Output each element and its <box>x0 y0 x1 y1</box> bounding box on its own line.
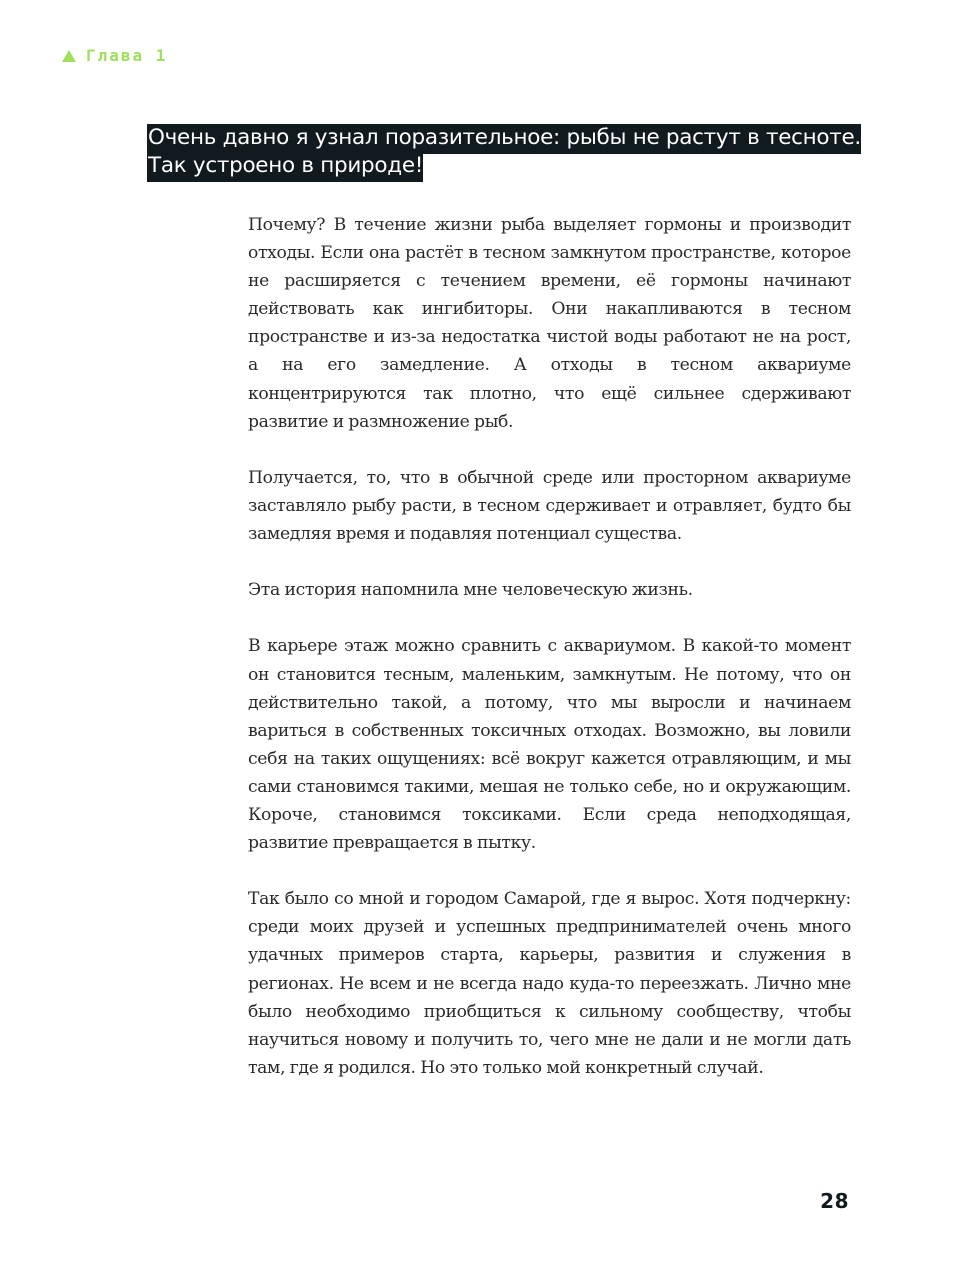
chapter-header <box>62 46 167 65</box>
lead-quote-text: Очень давно я узнал поразительное: рыбы не растут в тесноте. Так устроено в природе! <box>147 124 861 182</box>
paragraph: Так было со мной и городом Самарой, где я вырос. Хотя подчеркну: среди моих друзей и успешных предпринимателей очень много удачных примеров старта, карьеры, развития и служения в регионах. Не всем и не всегда надо куда-то переезжать. Лично мне было необходимо приобщиться к сильному сообществу, чтобы научиться новому и получить то, чего мне не дали и не могли дать там, где я родился. Но это только мой конкретный случай. <box>248 889 851 1078</box>
body-text <box>248 211 851 1110</box>
paragraph: Почему? В течение жизни рыба выделяет гормоны и производит отходы. Если она растёт в тесном замкнутом пространстве, которое не расширяется с течением времени, её гормоны начинают действовать как ингибиторы. Они накапливаются в тесном пространстве и из-за недостатка чистой воды работают не на рост, а на его замедление. А отходы в тесном аквариуме концентрируются так плотно, что ещё сильнее сдерживают развитие и размножение рыб. <box>248 215 851 432</box>
paragraph: В карьере этаж можно сравнить с аквариумом. В какой-то момент он становится тесным, маленьким, замкнутым. Не потому, что он действительно такой, а потому, что мы выросли и начинаем вариться в собственных токсичных отходах. Возможно, вы ловили себя на таких ощущениях: всё вокруг кажется отравляющим, и мы сами становимся такими, мешая не только себе, но и окружающим. Короче, становимся токсиками. Если среда неподходящая, развитие превращается в пытку. <box>248 636 851 854</box>
page-number: 28 <box>820 1189 849 1213</box>
triangle-icon <box>62 50 76 62</box>
paragraph: Получается, то, что в обычной среде или просторном аквариуме заставляло рыбу расти, в тесном сдерживает и отравляет, будто бы замедляя время и подавляя потенциал существа. <box>248 467 851 545</box>
paragraph: Эта история напомнила мне человеческую жизнь. <box>248 580 693 601</box>
chapter-label: Глава 1 <box>86 46 168 65</box>
lead-quote <box>147 124 867 180</box>
